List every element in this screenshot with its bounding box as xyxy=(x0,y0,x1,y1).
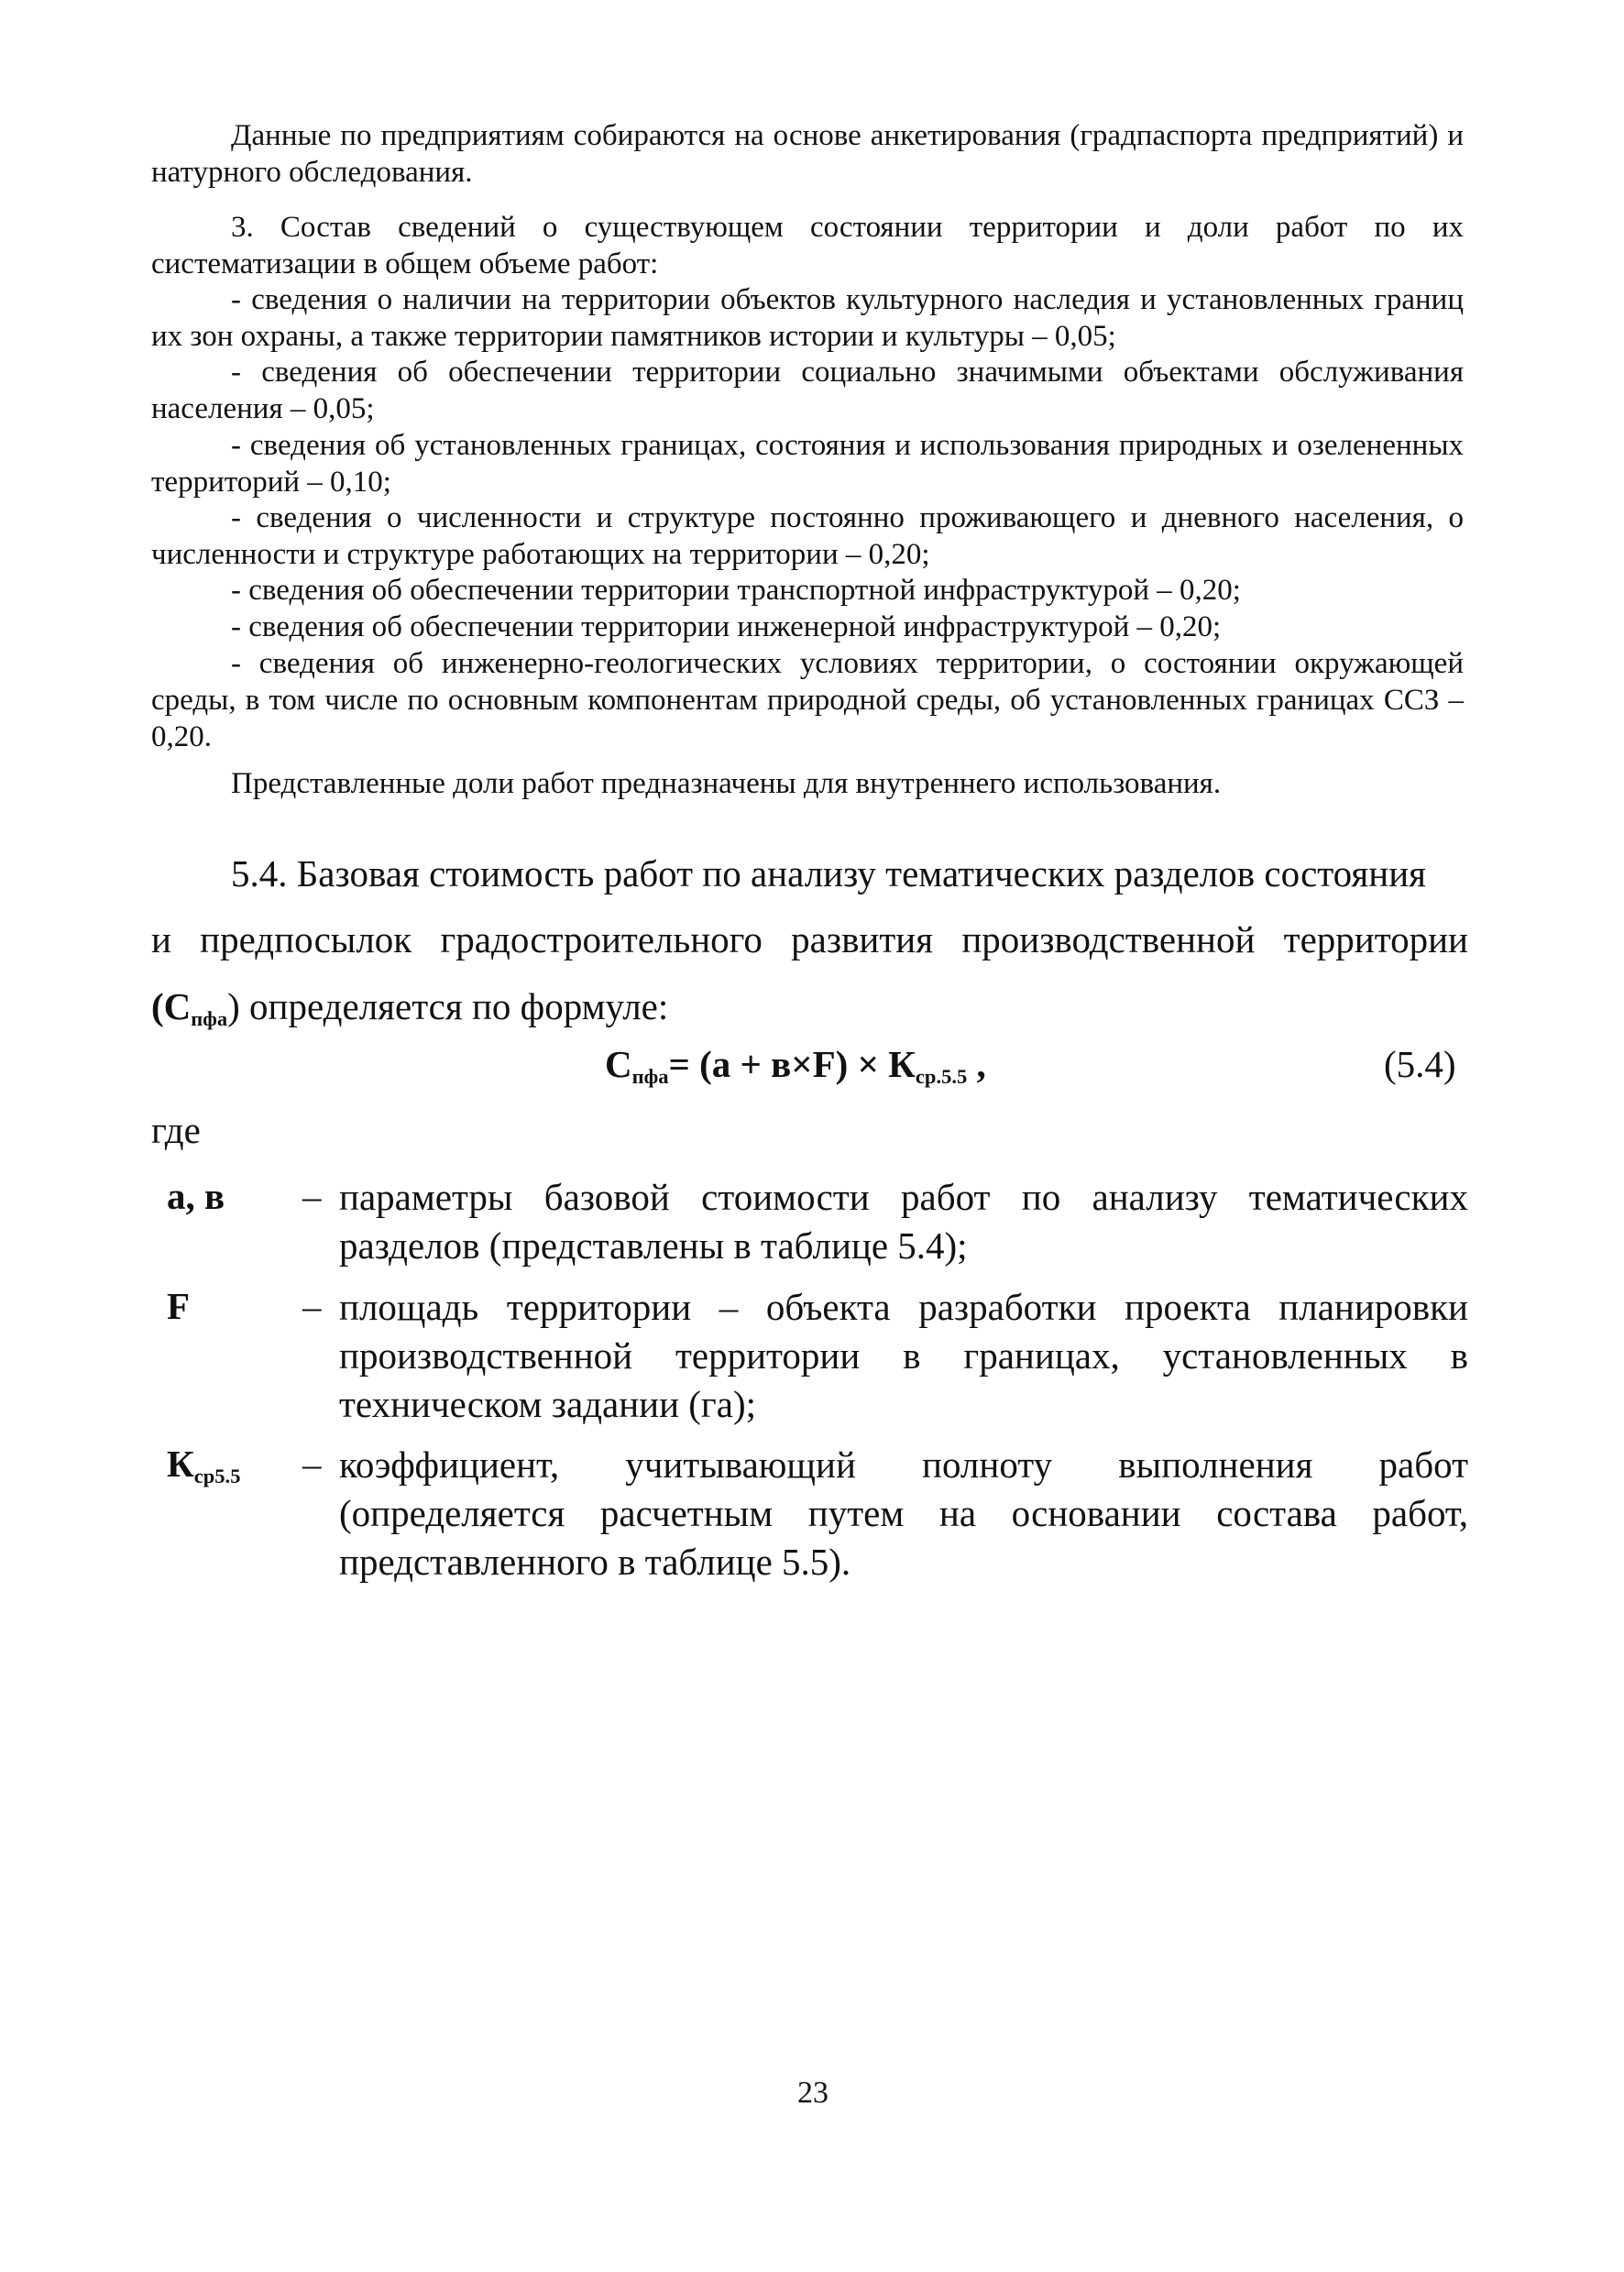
list-item: - сведения о численности и структуре постоянно проживающего и дневного населения, о численности и структуре работающих на территории – 0,20; xyxy=(151,501,1464,571)
paragraph-internal-use: Представленные доли работ предназначены для внутреннего использования. xyxy=(231,767,1222,800)
list-item: - сведения об обеспечении территории инженерной инфраструктурой – 0,20; xyxy=(231,610,1222,643)
paragraph-enterprise-data: Данные по предприятиям собираются на основе анкетирования (градпаспорта предприятий) и натурного обследования. xyxy=(151,119,1464,189)
definition-term: а, в xyxy=(167,1175,225,1217)
definition-text: параметры базовой стоимости работ по анализу тематических разделов (представлены в таблице 5.4); xyxy=(339,1176,1468,1267)
definition-text: коэффициент, учитывающий полноту выполнения работ (определяется расчетным путем на основании состава работ, представленного в таблице 5.5). xyxy=(339,1443,1468,1583)
definition-term: F xyxy=(167,1285,191,1327)
definition-term: $К_{ср5.5}$ xyxy=(167,1443,241,1487)
definition-text: площадь территории – объекта разработки проекта планировки производственной территории в границах, установленных в техническом задании (га); xyxy=(339,1286,1468,1425)
page-number: 23 xyxy=(797,2076,828,2110)
section-5-4-line-1: 5.4. Базовая стоимость работ по анализу тематических разделов состояния xyxy=(231,852,1426,895)
formula-5-4: $С_{пфа}= (а + в\times F) \times К_{ср.5.5}$ , xyxy=(605,1043,986,1088)
list-item: - сведения о наличии на территории объектов культурного наследия и установленных границ их зон охраны, а также территории памятников истории и культуры – 0,05; xyxy=(151,283,1464,353)
definition-dash: – xyxy=(302,1175,322,1217)
section-5-4-line-2: и предпосылок градостроительного развития производственной территории xyxy=(151,918,1468,960)
list-item: - сведения об инженерно-геологических условиях территории, о состоянии окружающей среды, в том числе по основным компонентам природной среды, об установленных границах ССЗ – 0,20. xyxy=(151,647,1464,753)
formula-number: (5.4) xyxy=(1384,1043,1456,1085)
list-item: - сведения об обеспечении территории социально значимыми объектами обслуживания населения – 0,05; xyxy=(151,356,1464,425)
definition-dash: – xyxy=(302,1443,322,1485)
where-label: где xyxy=(151,1109,201,1151)
section-5-4-line-3: $(С_{пфа})$ определяется по формуле: xyxy=(151,985,669,1030)
list-item: - сведения об обеспечении территории транспортной инфраструктурой – 0,20; xyxy=(231,574,1241,607)
definition-dash: – xyxy=(302,1285,322,1327)
paragraph-composition: 3. Состав сведений о существующем состоянии территории и доли работ по их систематизации в общем объеме работ: xyxy=(151,211,1464,280)
list-item: - сведения об установленных границах, состояния и использования природных и озелененных территорий – 0,10; xyxy=(151,429,1464,499)
